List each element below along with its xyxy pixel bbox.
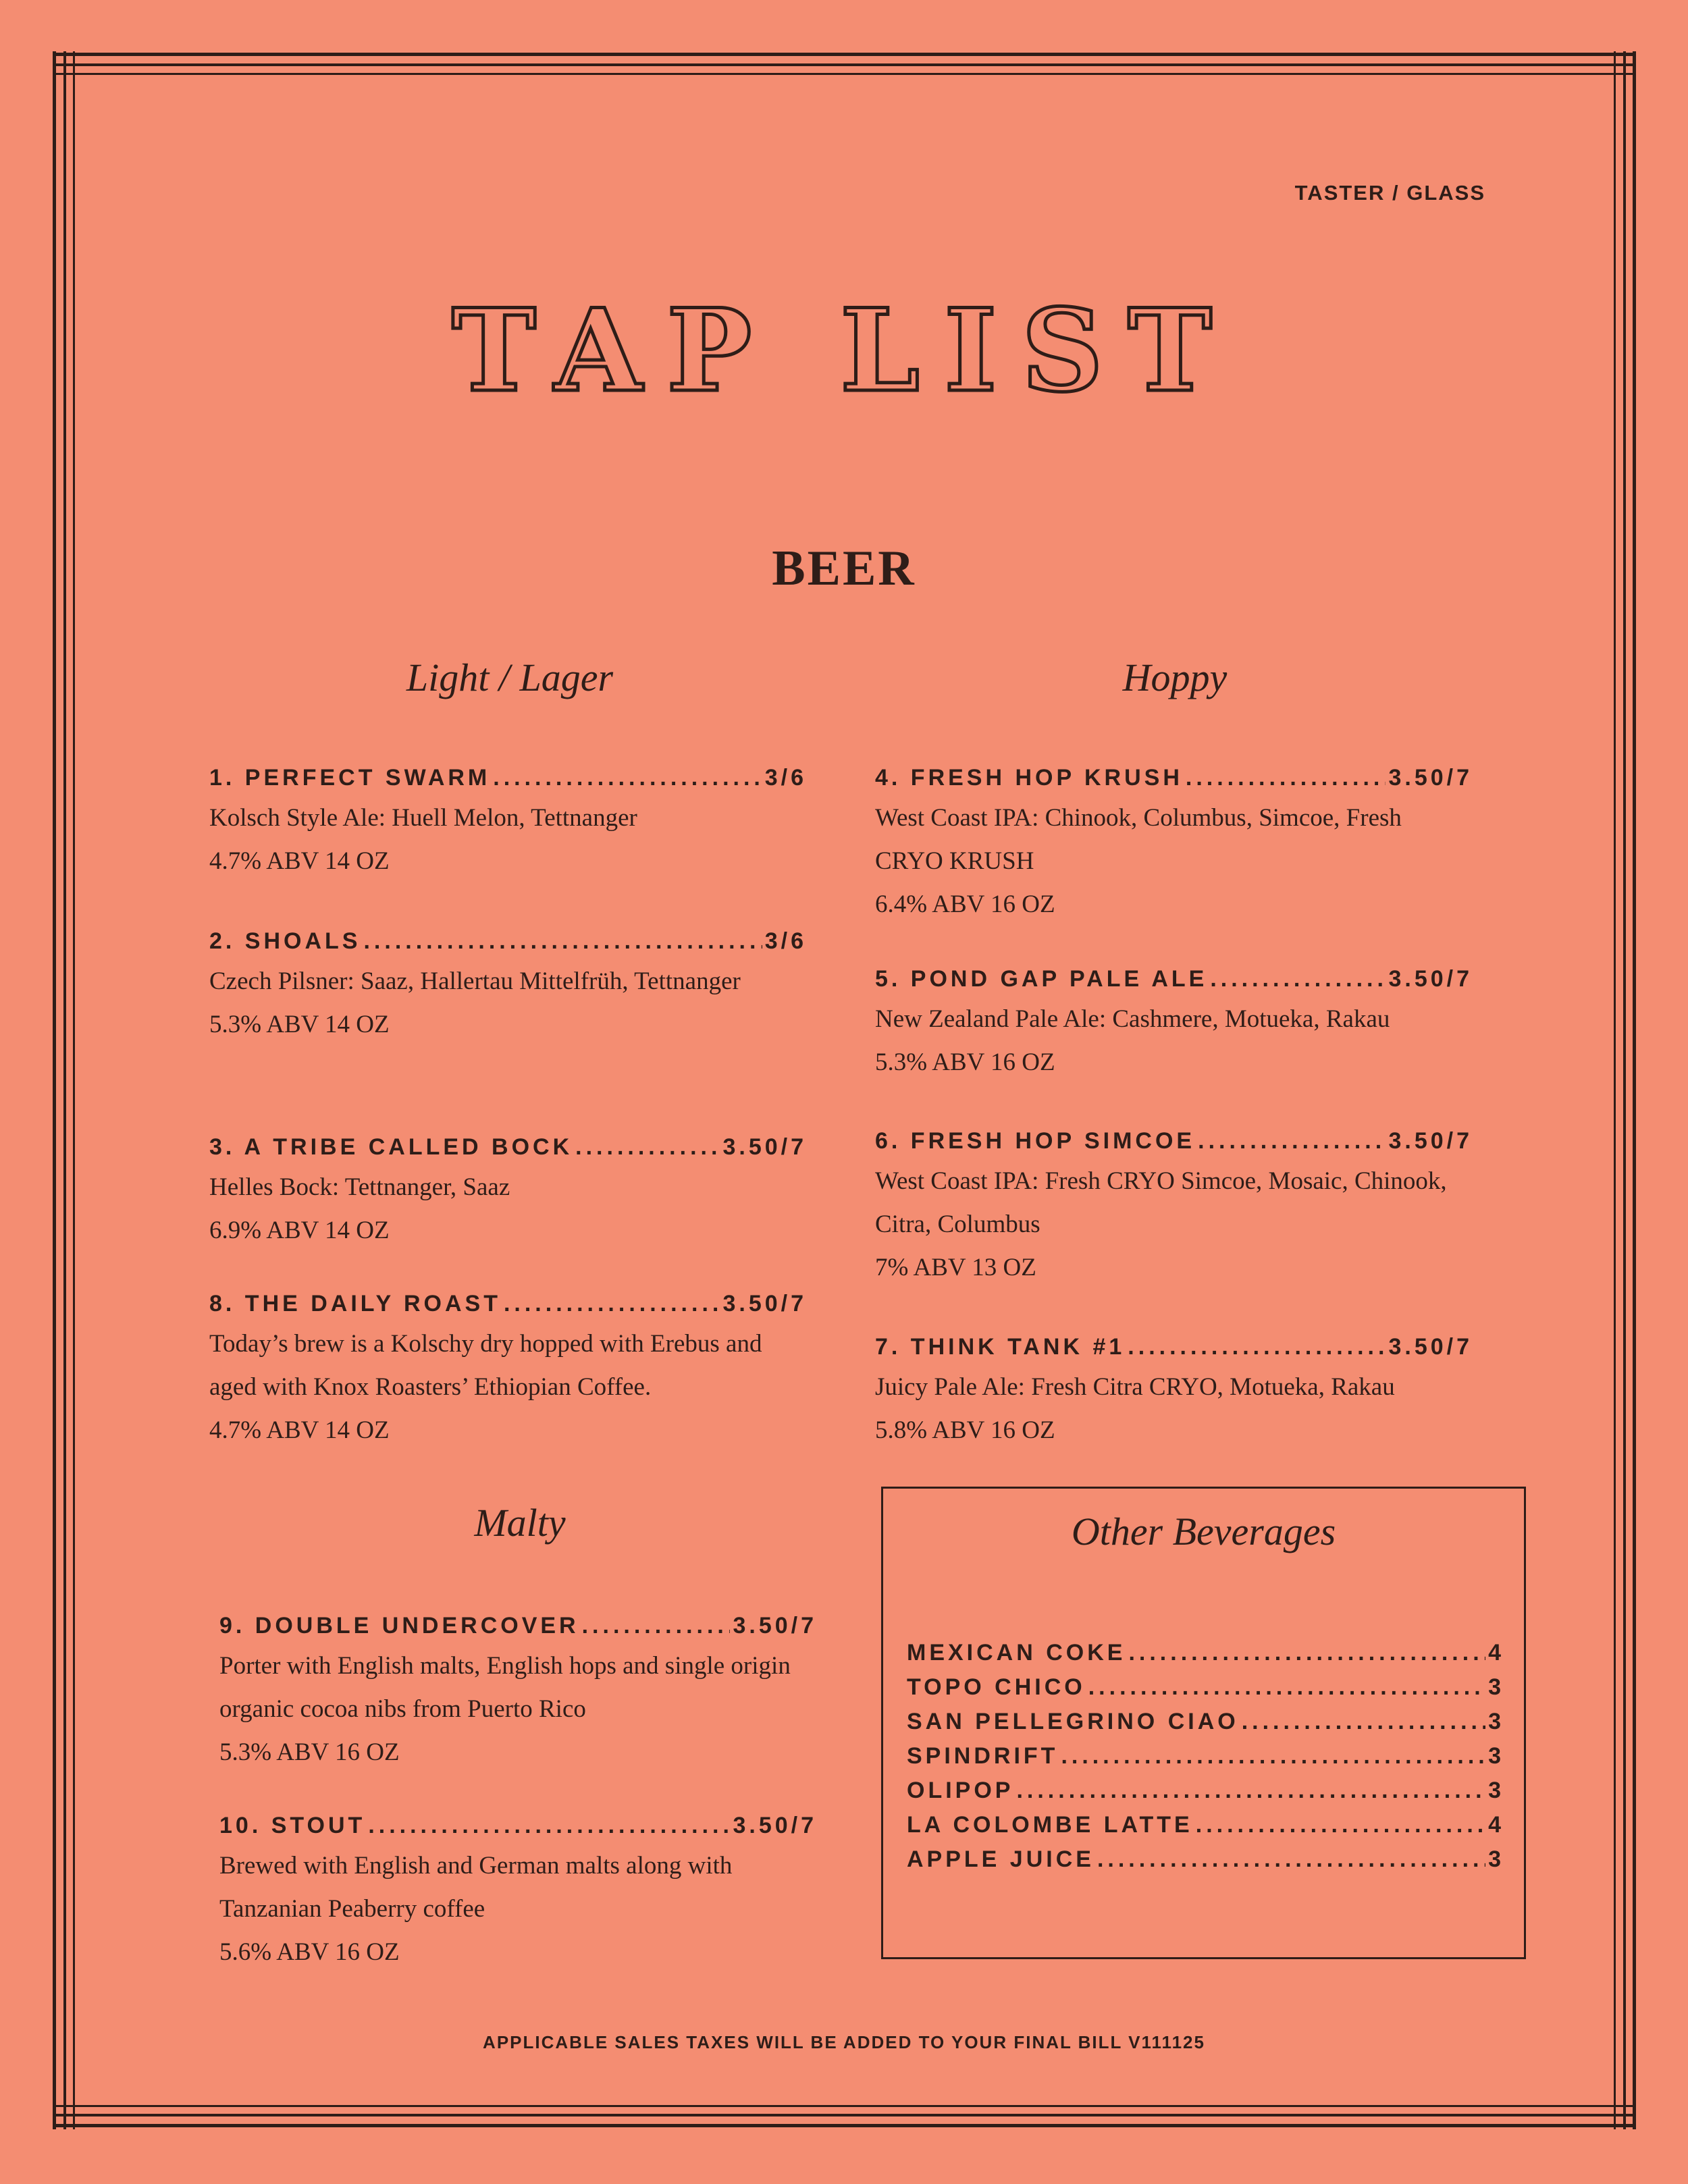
menu-item xyxy=(209,1134,807,1252)
list-item xyxy=(907,1808,1504,1842)
list-item xyxy=(907,1670,1504,1705)
item-name: 7. THINK TANK #1 xyxy=(875,1334,1126,1360)
item-name: 10. STOUT xyxy=(219,1813,366,1838)
item-description: West Coast IPA: Chinook, Columbus, Simcoe, Fresh CRYO KRUSH xyxy=(875,804,1402,875)
menu-item xyxy=(209,1290,807,1452)
item-abv: 5.3% ABV 16 OZ xyxy=(219,1738,400,1766)
item-abv: 5.3% ABV 14 OZ xyxy=(209,1011,390,1038)
menu-item xyxy=(875,965,1473,1084)
item-price: 3.50/7 xyxy=(1388,966,1473,992)
item-description: Helles Bock: Tettnanger, Saaz xyxy=(209,1173,510,1201)
leader-dots xyxy=(575,1134,720,1161)
item-abv: 6.4% ABV 16 OZ xyxy=(875,890,1055,918)
item-name: 6. FRESH HOP SIMCOE xyxy=(875,1128,1196,1154)
item-name: 1. PERFECT SWARM xyxy=(209,765,491,791)
beverage-name: SAN PELLEGRINO CIAO xyxy=(907,1709,1239,1734)
item-price: 3.50/7 xyxy=(1388,765,1473,791)
item-name: 8. THE DAILY ROAST xyxy=(209,1291,501,1316)
list-item xyxy=(907,1636,1504,1670)
beverage-name: OLIPOP xyxy=(907,1778,1014,1803)
item-abv: 5.8% ABV 16 OZ xyxy=(875,1416,1055,1444)
beverage-name: APPLE JUICE xyxy=(907,1846,1094,1872)
list-item xyxy=(907,1739,1504,1774)
leader-dots xyxy=(368,1812,730,1839)
leader-dots xyxy=(363,928,762,955)
list-item xyxy=(907,1774,1504,1808)
menu-item xyxy=(219,1812,817,1974)
leader-dots xyxy=(1061,1739,1485,1774)
leader-dots xyxy=(493,764,762,791)
category-heading-hoppy: Hoppy xyxy=(1122,656,1228,699)
list-item xyxy=(907,1842,1504,1877)
beverage-name: SPINDRIFT xyxy=(907,1743,1059,1769)
item-name: 5. POND GAP PALE ALE xyxy=(875,966,1208,992)
item-description: Czech Pilsner: Saaz, Hallertau Mittelfrüh, Tettnanger xyxy=(209,967,741,995)
item-price: 3.50/7 xyxy=(733,1813,817,1838)
item-abv: 6.9% ABV 14 OZ xyxy=(209,1217,390,1244)
beverage-price: 3 xyxy=(1488,1709,1504,1734)
leader-dots xyxy=(1196,1808,1485,1842)
leader-dots xyxy=(582,1612,731,1639)
item-abv: 5.3% ABV 16 OZ xyxy=(875,1048,1055,1076)
category-heading-light-lager: Light / Lager xyxy=(406,656,614,699)
item-name: 9. DOUBLE UNDERCOVER xyxy=(219,1613,579,1639)
item-description: Juicy Pale Ale: Fresh Citra CRYO, Motueka, Rakau xyxy=(875,1373,1395,1401)
beverage-name: LA COLOMBE LATTE xyxy=(907,1812,1193,1838)
item-name: 3. A TRIBE CALLED BOCK xyxy=(209,1134,573,1160)
leader-dots xyxy=(1128,1333,1386,1360)
page-title: TAP LIST xyxy=(451,284,1237,417)
leader-dots xyxy=(504,1290,720,1317)
beverage-name: TOPO CHICO xyxy=(907,1674,1086,1700)
leader-dots xyxy=(1242,1705,1485,1739)
footer-note: APPLICABLE SALES TAXES WILL BE ADDED TO YOUR FINAL BILL V111125 xyxy=(483,2032,1205,2052)
leader-dots xyxy=(1088,1670,1485,1705)
item-price: 3/6 xyxy=(764,928,807,954)
menu-item xyxy=(875,1127,1473,1289)
section-heading-beer: BEER xyxy=(772,541,916,596)
beverage-price: 3 xyxy=(1488,1743,1504,1769)
menu-item xyxy=(219,1612,817,1774)
item-abv: 5.6% ABV 16 OZ xyxy=(219,1938,400,1966)
menu-item xyxy=(209,928,807,1046)
beverage-price: 4 xyxy=(1488,1640,1504,1666)
item-abv: 4.7% ABV 14 OZ xyxy=(209,1416,390,1444)
leader-dots xyxy=(1128,1636,1485,1670)
item-price: 3.50/7 xyxy=(733,1613,817,1639)
beverage-name: MEXICAN COKE xyxy=(907,1640,1126,1666)
item-name: 2. SHOALS xyxy=(209,928,361,954)
item-name: 4. FRESH HOP KRUSH xyxy=(875,765,1183,791)
leader-dots xyxy=(1016,1774,1485,1808)
beverage-price: 4 xyxy=(1488,1812,1504,1838)
item-description: Today’s brew is a Kolschy dry hopped with Erebus and aged with Knox Roasters’ Ethiopian Coffee. xyxy=(209,1330,762,1401)
item-description: Kolsch Style Ale: Huell Melon, Tettnanger xyxy=(209,804,637,832)
leader-dots xyxy=(1186,764,1386,791)
beverage-price: 3 xyxy=(1488,1778,1504,1803)
leader-dots xyxy=(1198,1127,1386,1154)
menu-item xyxy=(209,764,807,883)
item-price: 3.50/7 xyxy=(722,1291,807,1316)
category-heading-malty: Malty xyxy=(474,1501,566,1545)
beverage-price: 3 xyxy=(1488,1846,1504,1872)
leader-dots xyxy=(1210,965,1386,992)
item-description: West Coast IPA: Fresh CRYO Simcoe, Mosaic, Chinook, Citra, Columbus xyxy=(875,1167,1447,1238)
item-description: New Zealand Pale Ale: Cashmere, Motueka, Rakau xyxy=(875,1005,1390,1033)
menu-item xyxy=(875,1333,1473,1452)
item-description: Porter with English malts, English hops and single origin organic cocoa nibs from Puerto Rico xyxy=(219,1652,791,1723)
item-price: 3.50/7 xyxy=(1388,1334,1473,1360)
leader-dots xyxy=(1097,1842,1485,1877)
other-beverages-box xyxy=(881,1487,1526,1959)
taster-glass-label: TASTER / GLASS xyxy=(1294,181,1485,205)
other-beverages-title: Other Beverages xyxy=(1071,1510,1336,1553)
item-description: Brewed with English and German malts along with Tanzanian Peaberry coffee xyxy=(219,1852,733,1923)
item-abv: 4.7% ABV 14 OZ xyxy=(209,847,390,875)
item-price: 3.50/7 xyxy=(1388,1128,1473,1154)
item-price: 3/6 xyxy=(764,765,807,791)
item-price: 3.50/7 xyxy=(722,1134,807,1160)
menu-item xyxy=(875,764,1473,926)
other-beverages-list xyxy=(907,1636,1504,1877)
list-item xyxy=(907,1705,1504,1739)
item-abv: 7% ABV 13 OZ xyxy=(875,1254,1036,1281)
beverage-price: 3 xyxy=(1488,1674,1504,1700)
